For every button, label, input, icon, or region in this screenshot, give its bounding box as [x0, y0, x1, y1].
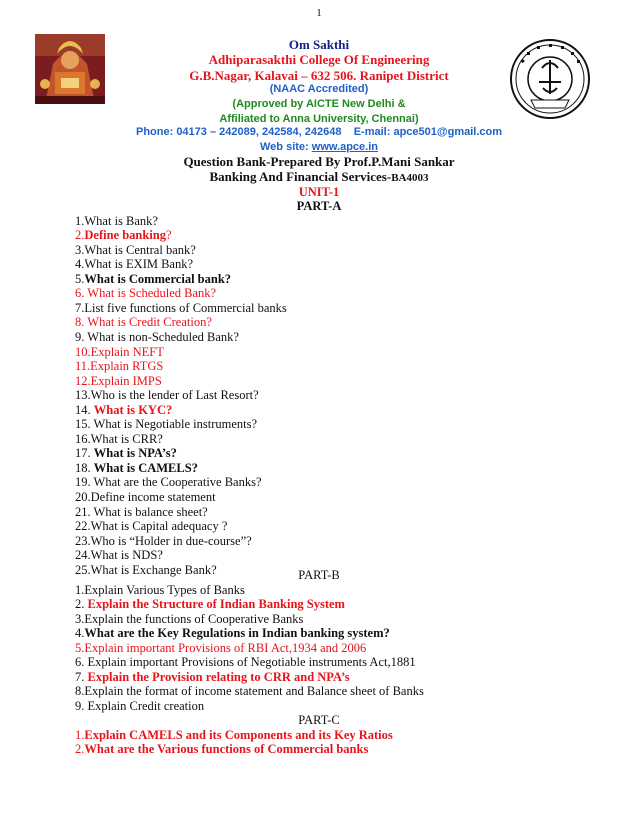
question-item — [75, 534, 252, 549]
question-item — [75, 505, 208, 520]
question-item — [75, 612, 303, 627]
question-number: 9. — [75, 698, 88, 713]
question-number: 1. — [75, 213, 85, 228]
question-item — [75, 345, 164, 360]
question-text: Explain the Provision relating to CRR and NPA’s — [87, 669, 350, 684]
question-number: 8. — [75, 315, 88, 330]
unit-label: UNIT-1 — [298, 185, 340, 199]
question-number: 21. — [75, 504, 94, 519]
question-text: What is CAMELS? — [93, 460, 198, 475]
question-item — [75, 548, 163, 563]
question-item — [75, 699, 204, 714]
question-number: 6. — [75, 655, 88, 670]
question-number: 2. — [75, 597, 88, 612]
question-text: Explain RTGS — [90, 359, 164, 374]
question-item — [75, 475, 262, 490]
question-number: 22. — [75, 519, 91, 534]
question-item — [75, 728, 393, 743]
question-text: Explain the format of income statement and Balance sheet of Banks — [84, 684, 424, 699]
question-number: 4. — [75, 257, 85, 272]
question-item — [75, 684, 424, 699]
question-text: Explain Various Types of Banks — [84, 582, 245, 597]
question-text: What is Capital adequacy ? — [90, 519, 228, 534]
question-item — [75, 243, 196, 258]
question-text: Explain Credit creation — [87, 698, 205, 713]
question-number: 2. — [75, 228, 85, 243]
question-text: What is Bank? — [84, 213, 158, 228]
question-number: 1. — [75, 727, 85, 742]
question-number: 9. — [75, 329, 88, 344]
question-text: What is NPA’s? — [93, 446, 177, 461]
question-number: 3. — [75, 242, 85, 257]
question-number: 11. — [75, 359, 91, 374]
college-address: G.B.Nagar, Kalavai – 632 506. Ranipet District — [189, 68, 449, 83]
question-item — [75, 626, 390, 641]
question-item — [75, 257, 193, 272]
question-item — [75, 272, 231, 287]
question-item — [75, 461, 198, 476]
question-text: What is non-Scheduled Bank? — [87, 329, 239, 344]
question-number: 10. — [75, 344, 91, 359]
question-item — [75, 403, 172, 418]
question-text: What is Commercial bank? — [84, 271, 232, 286]
question-text: What are the Cooperative Banks? — [93, 475, 262, 490]
question-item — [75, 388, 259, 403]
question-text: Explain NEFT — [90, 344, 164, 359]
website-label: Web site: — [260, 141, 312, 153]
question-text: Who is “Holder in due-course”? — [90, 533, 252, 548]
question-item — [75, 446, 177, 461]
website-line — [0, 141, 638, 153]
question-text: What is Exchange Bank? — [90, 562, 217, 577]
question-text: Who is the lender of Last Resort? — [90, 388, 259, 403]
question-text: What is NDS? — [90, 548, 163, 563]
question-number: 19. — [75, 475, 94, 490]
phone-numbers: Phone: 04173 – 242089, 242584, 242648 — [135, 126, 342, 138]
part-title: PART-A — [296, 199, 342, 213]
question-text: What is KYC? — [93, 402, 173, 417]
question-text: Define banking — [84, 228, 166, 243]
question-number: 5. — [75, 271, 85, 286]
question-number: 23. — [75, 533, 91, 548]
question-item — [75, 655, 416, 670]
question-number: 3. — [75, 611, 85, 626]
question-number: 5. — [75, 640, 85, 655]
question-item — [75, 490, 216, 505]
question-number: 7. — [75, 300, 85, 315]
question-text: What is Credit Creation? — [87, 315, 212, 330]
question-item — [75, 519, 227, 534]
question-text: Explain important Provisions of RBI Act,1934 and 2006 — [84, 640, 367, 655]
question-text: What is Scheduled Bank? — [87, 286, 217, 301]
question-text: What is Negotiable instruments? — [93, 417, 258, 432]
part-title: PART-B — [298, 568, 340, 582]
question-text: What is balance sheet? — [93, 504, 208, 519]
question-number: 16. — [75, 431, 91, 446]
question-item — [75, 228, 172, 243]
question-item — [75, 214, 158, 229]
email-address: E-mail: apce501@gmail.com — [353, 126, 503, 138]
question-text: What are the Key Regulations in Indian banking system? — [84, 626, 390, 641]
question-number: 7. — [75, 669, 88, 684]
question-text: Explain IMPS — [90, 373, 162, 388]
question-item — [75, 742, 368, 757]
question-number: 2. — [75, 742, 85, 757]
question-text: What is EXIM Bank? — [84, 257, 194, 272]
question-bank-title: Question Bank-Prepared By Prof.P.Mani Sankar — [183, 154, 455, 169]
question-text: Explain CAMELS and its Components and its Key Ratios — [84, 727, 393, 742]
college-name: Adhiparasakthi College Of Engineering — [208, 52, 430, 67]
question-item — [75, 641, 366, 656]
subject-code: BA4003 — [391, 172, 429, 184]
question-item — [75, 359, 163, 374]
website-link[interactable]: www.apce.in — [311, 141, 378, 153]
question-number: 6. — [75, 286, 88, 301]
question-item — [75, 301, 287, 316]
question-text: List five functions of Commercial banks — [84, 300, 287, 315]
question-text: Explain the Structure of Indian Banking System — [87, 597, 345, 612]
part-title: PART-C — [298, 713, 340, 727]
question-suffix: ? — [166, 228, 172, 243]
question-item — [75, 670, 350, 685]
question-text: What is CRR? — [90, 431, 163, 446]
question-number: 12. — [75, 373, 91, 388]
question-text: What are the Various functions of Commercial banks — [84, 742, 369, 757]
question-text: Explain important Provisions of Negotiable instruments Act,1881 — [87, 655, 416, 670]
question-number: 13. — [75, 388, 91, 403]
contact-line — [0, 126, 638, 138]
question-number: 20. — [75, 490, 91, 504]
question-item — [75, 330, 239, 345]
question-item — [75, 374, 162, 389]
question-item — [75, 315, 212, 330]
page-number: 1 — [316, 7, 322, 19]
question-text: Define income statement — [90, 490, 216, 504]
header-om-sakthi: Om Sakthi — [288, 37, 350, 52]
question-item — [75, 583, 245, 598]
question-number: 15. — [75, 417, 94, 432]
subject-title — [0, 169, 638, 185]
question-text: Explain the functions of Cooperative Banks — [84, 611, 304, 626]
question-number: 8. — [75, 684, 85, 699]
question-number: 17. — [75, 446, 94, 461]
question-item — [75, 432, 163, 447]
approval-line: (Approved by AICTE New Delhi & — [232, 98, 406, 110]
question-number: 18. — [75, 460, 94, 475]
question-number: 24. — [75, 548, 91, 563]
affiliation-line: Affiliated to Anna University, Chennai) — [219, 113, 419, 125]
question-item — [75, 286, 216, 301]
question-item — [75, 597, 345, 612]
subject-name: Banking And Financial Services- — [209, 169, 392, 184]
question-number: 25. — [75, 562, 91, 577]
question-number: 4. — [75, 626, 85, 641]
naac-accredited: (NAAC Accredited) — [269, 83, 369, 95]
question-text: What is Central bank? — [84, 242, 196, 257]
question-number: 1. — [75, 582, 85, 597]
question-item — [75, 417, 257, 432]
question-number: 14. — [75, 402, 94, 417]
